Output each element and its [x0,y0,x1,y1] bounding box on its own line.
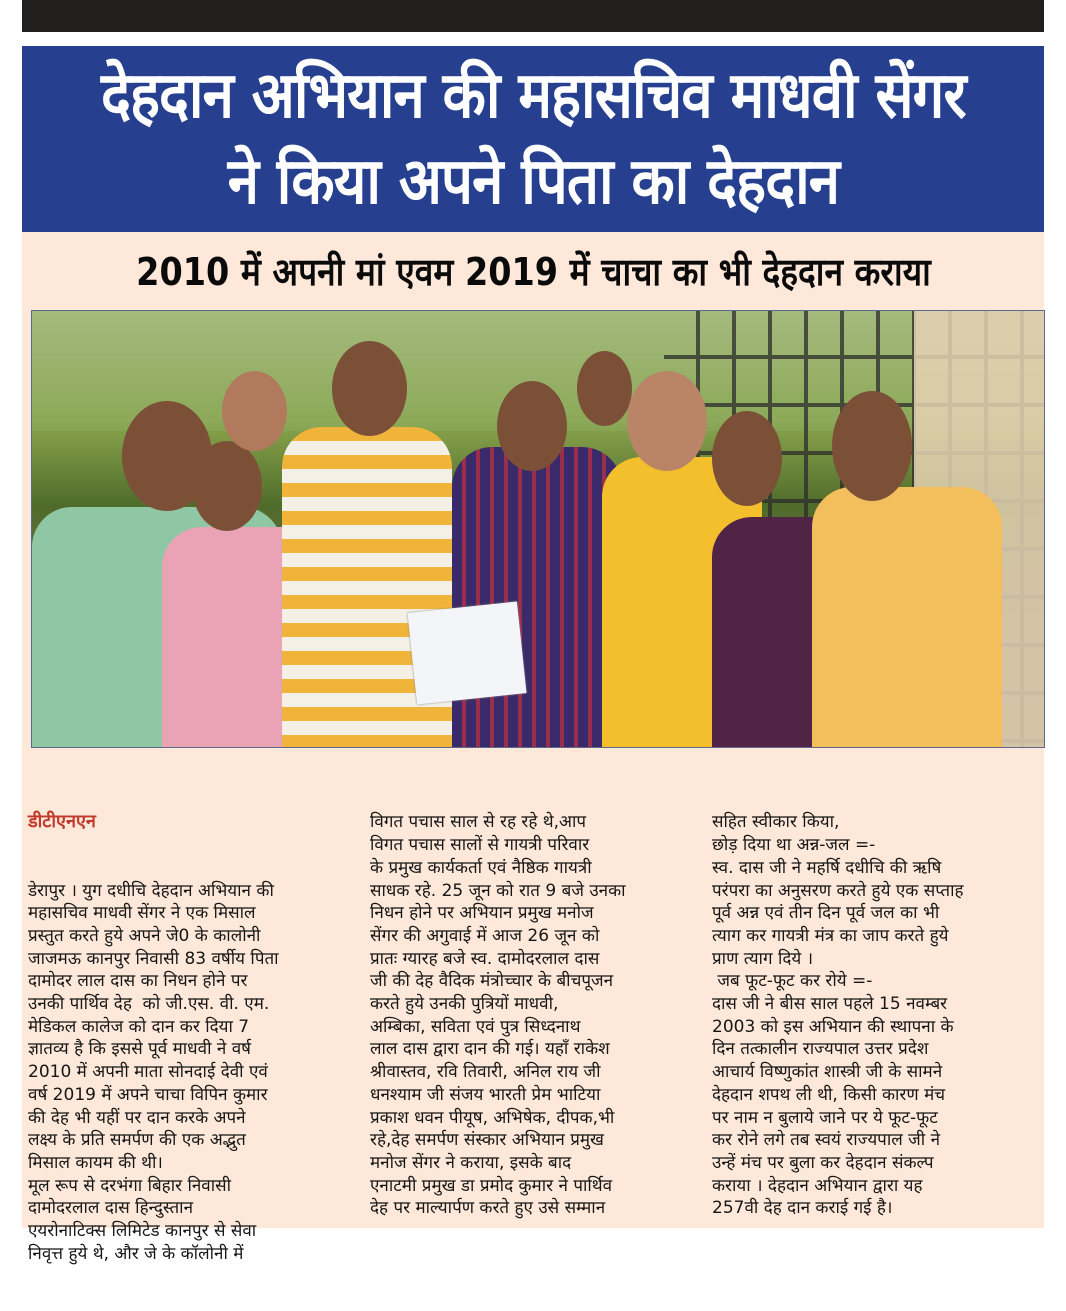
person-checked [452,447,622,747]
article-column-1 [28,766,358,1311]
person-head [627,371,707,471]
person-head [497,381,567,471]
masthead-strip [22,0,1044,32]
person-head [192,441,262,531]
donation-document [407,602,526,705]
person-head [712,411,782,506]
column-1-text: डेरापुर । युग दधीचि देहदान अभियान की महासचिव माधवी सेंगर ने एक मिसाल प्रस्तुत करते हुये अपने जे0 के कालोनी जाजमऊ कानपुर निवासी 83 वर्षीय पिता दामोदर लाल दास का निधन होने पर उनकी पार्थिव देह को जी.एस. वी. एम. मेडिकल कालेज को दान कर दिया 7 ज्ञातव्य है कि इससे पूर्व माधवी ने वर्ष 2010 में अपनी माता सोनदाई देवी एवं वर्ष 2019 में अपने चाचा विपिन कुमार की देह भी यहीं पर दान करके अपने लक्ष्य के प्रति समर्पण की एक अद्भुत मिसाल कायम की थी। मूल रूप से दरभंगा बिहार निवासी दामोदरलाल दास हिन्दुस्तान एयरोनाटिक्स लिमिटेड कानपुर से सेवा निवृत्त हुये थे, और जे के कॉलोनी में [28,880,279,1264]
headline-line-2: ने किया अपने पिता का देहदान [227,145,839,219]
dateline: डीटीएनएन [28,811,96,833]
person-head [222,371,287,451]
person-head [332,341,407,436]
subheadline-text: 2010 में अपनी मां एवम 2019 में चाचा का भी देहदान कराया [135,250,931,294]
column-2-text: विगत पचास साल से रह रहे थे,आप विगत पचास सालों से गायत्री परिवार के प्रमुख कार्यकर्ता एवं नैष्ठिक गायत्री साधक रहे. 25 जून को रात 9 बजे उनका निधन होने पर अभियान प्रमुख मनोज सेंगर की अगुवाई में आज 26 जून को प्रातः ग्यारह बजे स्व. दामोदरलाल दास जी की देह वैदिक मंत्रोच्चार के बीचपूजन करते हुये उनकी पुत्रियों माधवी, अम्बिका, सविता एवं पुत्र सिध्दनाथ लाल दास द्वारा दान की गई। यहाँ राकेश श्रीवास्तव, रवि तिवारी, अनिल राय जी धनश्याम जी संजय भारती प्रेम भाटिया प्रकाश धवन पीयूष, अभिषेक, दीपक,भी रहे,देह समर्पण संस्कार अभियान प्रमुख मनोज सेंगर ने कराया, इसके बाद एनाटमी प्रमुख डा प्रमोद कुमार ने पार्थिव देह पर माल्यार्पण करते हुए उसे सम्मान [370,812,626,1219]
news-article [22,46,1044,1264]
subheadline [22,236,1044,306]
column-3-text: सहित स्वीकार किया, छोड़ दिया था अन्न-जल =- स्व. दास जी ने महर्षि दधीचि की ऋषि परंपरा का अनुसरण करते हुये एक सप्ताह पूर्व अन्न एवं तीन दिन पूर्व जल का भी त्याग कर गायत्री मंत्र का जाप करते हुये प्राण त्याग दिये । जब फूट-फूट कर रोये =- दास जी ने बीस साल पहले 15 नवम्बर 2003 को इस अभियान की स्थापना के दिन तत्कालीन राज्यपाल उत्तर प्रदेश आचार्य विष्णुकांत शास्त्री जी के सामने देहदान शपथ ली थी, किसी कारण मंच पर नाम न बुलाये जाने पर ये फूट-फूट कर रोने लगे तब स्वयं राज्यपाल जी ने उन्हें मंच पर बुला कर देहदान संकल्प कराया । देहदान अभियान द्वारा यह 257वी देह दान कराई गई है। [712,812,964,1219]
person-head [832,391,912,501]
headline-line-1: देहदान अभियान की महासचिव माधवी सेंगर [100,59,966,133]
article-column-2 [370,766,700,1265]
person-mustard [812,487,1002,747]
news-photo [31,310,1045,748]
article-column-3 [712,766,1042,1265]
headline-banner [22,46,1044,232]
person-head [577,351,632,426]
